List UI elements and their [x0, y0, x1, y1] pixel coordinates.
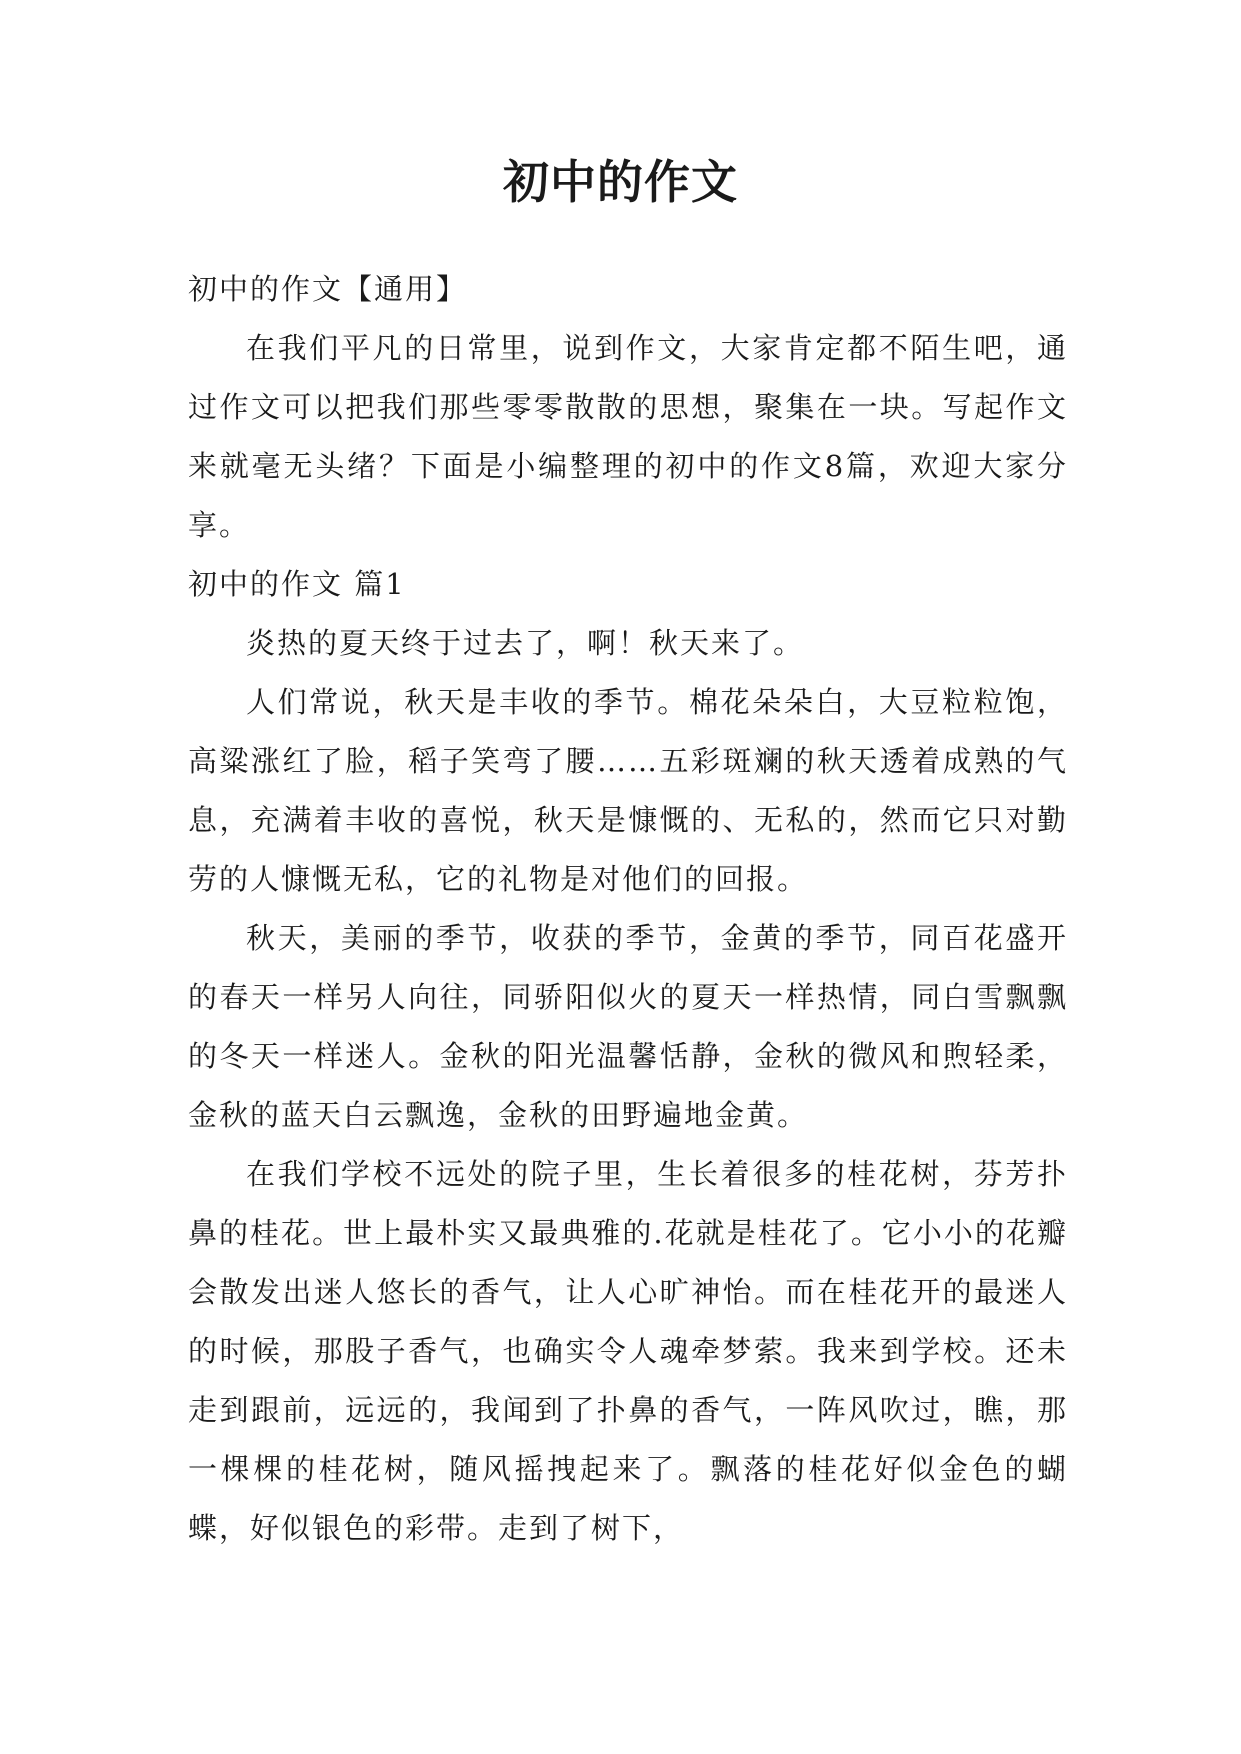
- document-body: [188, 260, 1068, 1558]
- intro-paragraph: 在我们平凡的日常里，说到作文，大家肯定都不陌生吧，通过作文可以把我们那些零零散散的思想，聚集在一块。写起作文来就毫无头绪？下面是小编整理的初中的作文8篇，欢迎大家分享。: [188, 331, 1068, 542]
- body-paragraph: 炎热的夏天终于过去了，啊！秋天来了。: [246, 626, 805, 660]
- document-title: 初中的作文: [503, 155, 738, 209]
- body-paragraph: 人们常说，秋天是丰收的季节。棉花朵朵白，大豆粒粒饱，高粱涨红了脸，稻子笑弯了腰……五彩斑斓的秋天透着成熟的气息，充满着丰收的喜悦，秋天是慷慨的、无私的，然而它只对勤劳的人慷慨无私，它的礼物是对他们的回报。: [188, 685, 1068, 896]
- document-subtitle: 初中的作文【通用】: [188, 272, 468, 306]
- body-paragraph: 在我们学校不远处的院子里，生长着很多的桂花树，芬芳扑鼻的桂花。世上最朴实又最典雅的.花就是桂花了。它小小的花瓣会散发出迷人悠长的香气，让人心旷神怡。而在桂花开的最迷人的时候，那股子香气，也确实令人魂牵梦萦。我来到学校。还未走到跟前，远远的，我闻到了扑鼻的香气，一阵风吹过，瞧，那一棵棵的桂花树，随风摇拽起来了。飘落的桂花好似金色的蝴蝶，好似银色的彩带。走到了树下，: [188, 1157, 1068, 1545]
- body-paragraph: 秋天，美丽的季节，收获的季节，金黄的季节，同百花盛开的春天一样另人向往，同骄阳似火的夏天一样热情，同白雪飘飘的冬天一样迷人。金秋的阳光温馨恬静，金秋的微风和煦轻柔，金秋的蓝天白云飘逸，金秋的田野遍地金黄。: [188, 921, 1068, 1132]
- section-heading: 初中的作文 篇1: [188, 567, 406, 601]
